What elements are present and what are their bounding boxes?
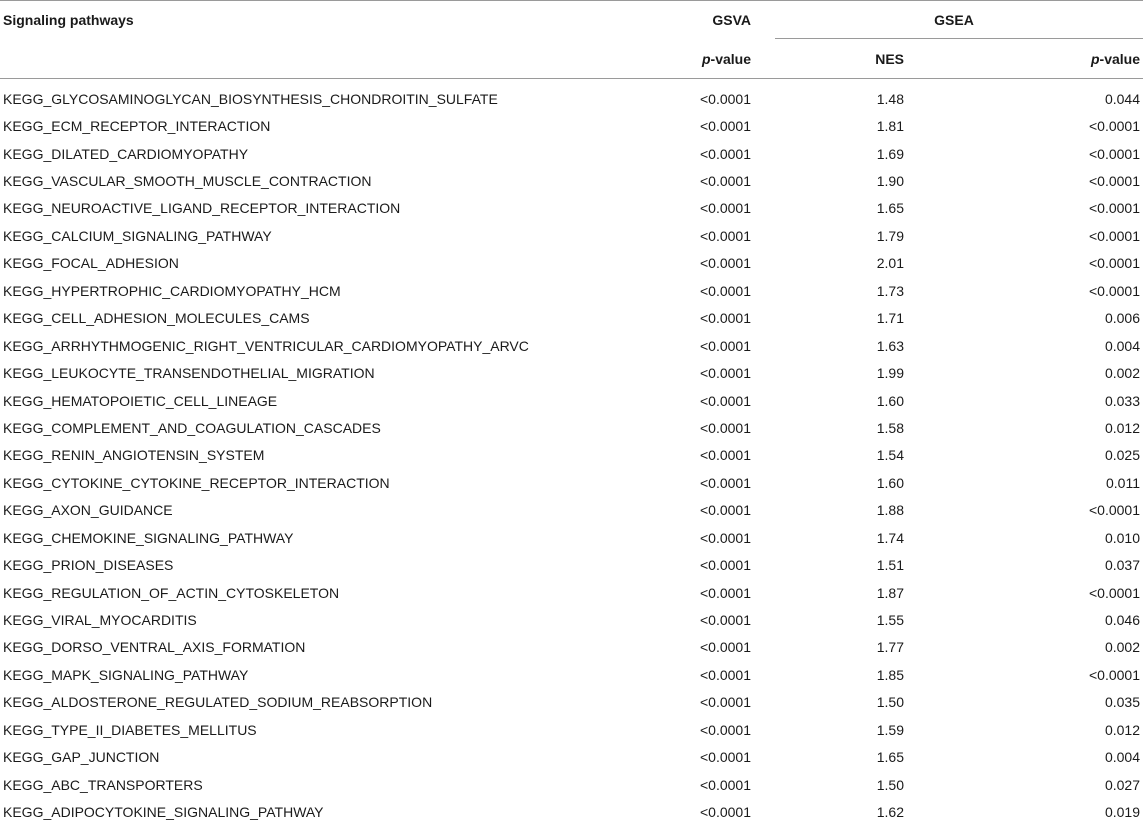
gsva-p-value-cell: <0.0001 [700, 639, 751, 656]
gsea-p-value-cell: <0.0001 [1089, 200, 1140, 217]
gsea-p-value-cell: 0.002 [1104, 639, 1140, 656]
gsea-p-value-cell: 0.011 [1106, 474, 1140, 491]
table-row [0, 606, 1143, 633]
pathway-name-cell: KEGG_AXON_GUIDANCE [3, 502, 173, 519]
gsva-p-value-cell: <0.0001 [700, 227, 751, 244]
table-row [0, 250, 1143, 277]
table-row [0, 579, 1143, 606]
gsva-p-value-cell: <0.0001 [700, 776, 751, 793]
header-gsva: GSVA [620, 1, 765, 40]
header-signaling-pathways: Signaling pathways [0, 1, 620, 40]
nes-cell: 1.55 [876, 612, 904, 629]
table-row [0, 305, 1143, 332]
table-row [0, 716, 1143, 743]
header-row-sub [0, 39, 1143, 79]
nes-cell: 1.65 [876, 749, 904, 766]
pathway-name-cell: KEGG_CALCIUM_SIGNALING_PATHWAY [3, 227, 272, 244]
pathway-name-cell: KEGG_VIRAL_MYOCARDITIS [3, 612, 197, 629]
pathway-name-cell: KEGG_PRION_DISEASES [3, 557, 174, 574]
pathway-name-cell: KEGG_DORSO_VENTRAL_AXIS_FORMATION [3, 639, 306, 656]
table-row [0, 689, 1143, 716]
table-body [0, 79, 1143, 826]
nes-cell: 1.77 [876, 639, 904, 656]
table-row [0, 79, 1143, 113]
gsva-p-value-cell: <0.0001 [700, 612, 751, 629]
nes-cell: 1.58 [876, 419, 904, 436]
header-gsea-p-suffix: -value [1099, 50, 1140, 67]
nes-cell: 2.01 [876, 255, 904, 272]
table-row [0, 442, 1143, 469]
table-row [0, 359, 1143, 386]
table-row [0, 387, 1143, 414]
header-gsva-p-value [620, 39, 765, 79]
header-gsva-p-italic: p [701, 50, 711, 67]
table-row [0, 497, 1143, 524]
gsea-p-value-cell: <0.0001 [1089, 118, 1140, 135]
pathway-name-cell: KEGG_NEUROACTIVE_LIGAND_RECEPTOR_INTERACTION [3, 200, 401, 217]
nes-cell: 1.60 [876, 474, 904, 491]
table-row [0, 332, 1143, 359]
pathway-name-cell: KEGG_TYPE_II_DIABETES_MELLITUS [3, 721, 257, 738]
pathway-name-cell: KEGG_GLYCOSAMINOGLYCAN_BIOSYNTHESIS_CHONDROITIN_SULFATE [3, 90, 498, 107]
gsva-p-value-cell: <0.0001 [700, 255, 751, 272]
nes-cell: 1.81 [876, 118, 904, 135]
gsva-p-value-cell: <0.0001 [700, 447, 751, 464]
gsva-p-value-cell: <0.0001 [700, 474, 751, 491]
nes-cell: 1.60 [876, 392, 904, 409]
header-gsva-p-suffix: -value [710, 50, 751, 67]
gsva-p-value-cell: <0.0001 [700, 392, 751, 409]
gsva-p-value-cell: <0.0001 [700, 173, 751, 190]
gsva-p-value-cell: <0.0001 [700, 200, 751, 217]
pathway-name-cell: KEGG_HEMATOPOIETIC_CELL_LINEAGE [3, 392, 278, 409]
pathway-name-cell: KEGG_CYTOKINE_CYTOKINE_RECEPTOR_INTERACTION [3, 474, 390, 491]
gsea-p-value-cell: 0.037 [1104, 557, 1140, 574]
pathway-name-cell: KEGG_CHEMOKINE_SIGNALING_PATHWAY [3, 529, 294, 546]
gsea-p-value-cell: 0.012 [1104, 419, 1140, 436]
nes-cell: 1.79 [876, 227, 904, 244]
table-row [0, 469, 1143, 496]
gsva-p-value-cell: <0.0001 [700, 804, 751, 821]
gsva-p-value-cell: <0.0001 [700, 557, 751, 574]
table-row [0, 798, 1143, 825]
header-gsea-label: GSEA [934, 12, 974, 28]
table-row [0, 744, 1143, 771]
gsva-p-value-cell: <0.0001 [700, 694, 751, 711]
table-row [0, 277, 1143, 304]
pathway-name-cell: KEGG_GAP_JUNCTION [3, 749, 160, 766]
gsea-p-value-cell: 0.010 [1104, 529, 1140, 546]
gsea-p-value-cell: <0.0001 [1089, 145, 1140, 162]
table-row [0, 195, 1143, 222]
gsea-p-value-cell: 0.044 [1104, 90, 1140, 107]
pathway-name-cell: KEGG_REGULATION_OF_ACTIN_CYTOSKELETON [3, 584, 340, 601]
gsea-p-value-cell: 0.019 [1104, 804, 1140, 821]
gsva-p-value-cell: <0.0001 [700, 337, 751, 354]
table-header [0, 1, 1143, 79]
gsva-p-value-cell: <0.0001 [700, 666, 751, 683]
nes-cell: 1.73 [876, 282, 904, 299]
gsva-p-value-cell: <0.0001 [700, 749, 751, 766]
nes-cell: 1.88 [876, 502, 904, 519]
nes-cell: 1.65 [876, 200, 904, 217]
table-row [0, 140, 1143, 167]
table-row [0, 661, 1143, 688]
nes-cell: 1.69 [876, 145, 904, 162]
gsva-p-value-cell: <0.0001 [700, 502, 751, 519]
gsva-p-value-cell: <0.0001 [700, 282, 751, 299]
table-row [0, 222, 1143, 249]
pathway-name-cell: KEGG_ECM_RECEPTOR_INTERACTION [3, 118, 271, 135]
nes-cell: 1.51 [876, 557, 904, 574]
gsea-p-value-cell: <0.0001 [1089, 255, 1140, 272]
gsea-p-value-cell: 0.002 [1104, 365, 1140, 382]
gsea-p-value-cell: 0.027 [1104, 776, 1140, 793]
gsva-p-value-cell: <0.0001 [700, 145, 751, 162]
nes-cell: 1.85 [876, 666, 904, 683]
nes-cell: 1.99 [876, 365, 904, 382]
table-row [0, 112, 1143, 139]
header-row-top [0, 1, 1143, 40]
header-nes: NES [765, 39, 941, 79]
gsea-p-value-cell: 0.012 [1104, 721, 1140, 738]
nes-cell: 1.90 [876, 173, 904, 190]
pathway-name-cell: KEGG_COMPLEMENT_AND_COAGULATION_CASCADES [3, 419, 381, 436]
pathway-name-cell: KEGG_VASCULAR_SMOOTH_MUSCLE_CONTRACTION [3, 173, 372, 190]
nes-cell: 1.71 [876, 310, 904, 327]
gsva-p-value-cell: <0.0001 [700, 118, 751, 135]
gsea-p-value-cell: <0.0001 [1089, 584, 1140, 601]
gsea-p-value-cell: 0.004 [1104, 749, 1140, 766]
table-row [0, 414, 1143, 441]
nes-cell: 1.62 [876, 804, 904, 821]
table-row [0, 771, 1143, 798]
header-gsea-p-value [941, 39, 1143, 79]
header-empty-cell [0, 39, 620, 79]
table-row [0, 551, 1143, 578]
gsva-p-value-cell: <0.0001 [700, 365, 751, 382]
nes-cell: 1.48 [876, 90, 904, 107]
nes-cell: 1.74 [876, 529, 904, 546]
pathway-name-cell: KEGG_DILATED_CARDIOMYOPATHY [3, 145, 249, 162]
nes-cell: 1.63 [876, 337, 904, 354]
nes-cell: 1.87 [876, 584, 904, 601]
gsva-p-value-cell: <0.0001 [700, 529, 751, 546]
pathway-name-cell: KEGG_RENIN_ANGIOTENSIN_SYSTEM [3, 447, 265, 464]
pathway-name-cell: KEGG_ABC_TRANSPORTERS [3, 776, 203, 793]
gsea-p-value-cell: 0.025 [1104, 447, 1140, 464]
pathway-name-cell: KEGG_ARRHYTHMOGENIC_RIGHT_VENTRICULAR_CARDIOMYOPATHY_ARVC [3, 337, 529, 354]
gsva-p-value-cell: <0.0001 [700, 721, 751, 738]
gsea-p-value-cell: <0.0001 [1089, 666, 1140, 683]
nes-cell: 1.50 [876, 776, 904, 793]
pathway-name-cell: KEGG_HYPERTROPHIC_CARDIOMYOPATHY_HCM [3, 282, 341, 299]
pathway-name-cell: KEGG_ALDOSTERONE_REGULATED_SODIUM_REABSORPTION [3, 694, 433, 711]
nes-cell: 1.54 [876, 447, 904, 464]
pathway-name-cell: KEGG_FOCAL_ADHESION [3, 255, 179, 272]
gsea-p-value-cell: <0.0001 [1089, 173, 1140, 190]
gsea-p-value-cell: 0.046 [1104, 612, 1140, 629]
header-gsea [765, 1, 1143, 40]
gsea-group-rule [775, 38, 1143, 39]
pathway-name-cell: KEGG_ADIPOCYTOKINE_SIGNALING_PATHWAY [3, 804, 324, 821]
gsea-p-value-cell: 0.033 [1104, 392, 1140, 409]
gsea-p-value-cell: 0.004 [1104, 337, 1140, 354]
table-row [0, 634, 1143, 661]
gsea-p-value-cell: <0.0001 [1089, 227, 1140, 244]
gsva-p-value-cell: <0.0001 [700, 419, 751, 436]
pathway-name-cell: KEGG_CELL_ADHESION_MOLECULES_CAMS [3, 310, 310, 327]
gsva-p-value-cell: <0.0001 [700, 90, 751, 107]
gsva-p-value-cell: <0.0001 [700, 584, 751, 601]
header-gsea-p-italic: p [1090, 50, 1100, 67]
table-row [0, 524, 1143, 551]
gsva-p-value-cell: <0.0001 [700, 310, 751, 327]
gsea-p-value-cell: <0.0001 [1089, 502, 1140, 519]
nes-cell: 1.50 [876, 694, 904, 711]
pathway-name-cell: KEGG_LEUKOCYTE_TRANSENDOTHELIAL_MIGRATION [3, 365, 375, 382]
pathway-name-cell: KEGG_MAPK_SIGNALING_PATHWAY [3, 666, 249, 683]
nes-cell: 1.59 [876, 721, 904, 738]
gsea-p-value-cell: <0.0001 [1089, 282, 1140, 299]
gsea-p-value-cell: 0.035 [1104, 694, 1140, 711]
gsea-p-value-cell: 0.006 [1104, 310, 1140, 327]
table-row [0, 167, 1143, 194]
